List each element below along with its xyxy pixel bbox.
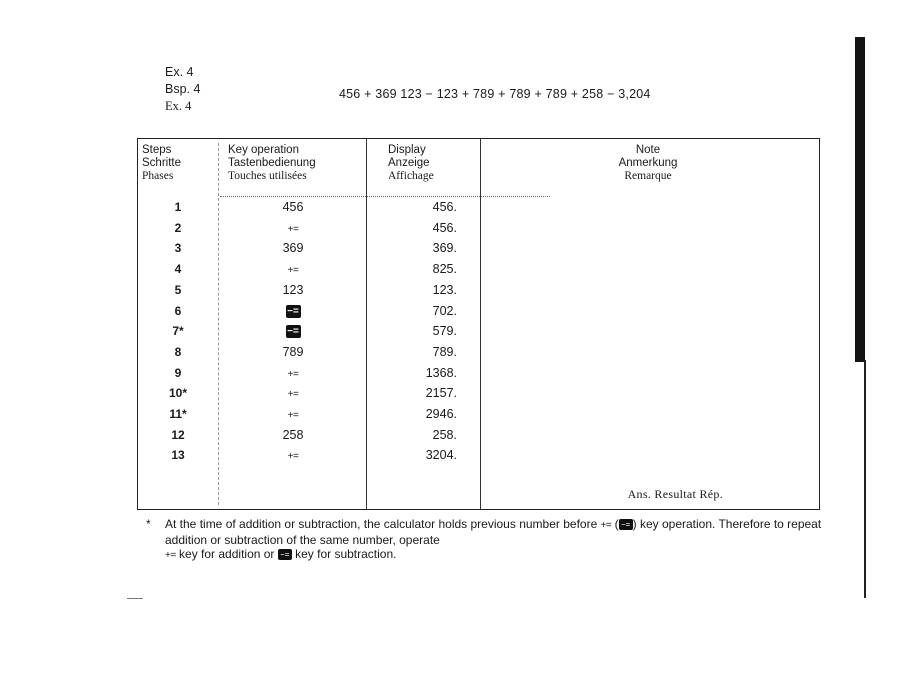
display-value: 3204.: [425, 448, 457, 463]
key-operation: [218, 386, 368, 400]
header-display: [388, 144, 434, 183]
header-steps: [142, 144, 181, 183]
footnote-line1-a: At the time of addition or subtraction, the calculator holds previous number before: [165, 517, 598, 531]
subtract-key-icon: −=: [278, 549, 292, 560]
header-key: [228, 144, 316, 183]
step-number: 2: [174, 220, 182, 235]
step-number: 3: [174, 241, 182, 256]
table-row: [138, 221, 478, 241]
subtract-key-icon: −=: [287, 305, 299, 317]
key-operation: [218, 448, 368, 462]
table-row: [138, 428, 478, 448]
key-operation: [218, 241, 368, 255]
display-value: 2157.: [425, 386, 457, 401]
step-number: 12: [171, 427, 185, 442]
key-operation: [218, 428, 368, 442]
answer-note: Ans. Resultat Rép.: [627, 487, 723, 501]
step-number: 1: [174, 200, 182, 214]
add-key-symbol: +=: [165, 550, 176, 561]
table-row: [138, 386, 478, 406]
step-number: 11*: [169, 407, 187, 421]
add-key-symbol: +=: [287, 410, 299, 421]
table-row: [138, 283, 478, 303]
display-value: 789.: [432, 344, 457, 359]
header-note-en: Note: [635, 144, 661, 156]
add-key-symbol: +=: [287, 389, 299, 401]
example-label-fr: Ex. 4: [165, 99, 192, 113]
table-row: [138, 324, 478, 344]
footnote-line1-b: key operation. Therefore to repeat addition or subtraction of the same number, operate: [165, 517, 822, 547]
step-number: 10*: [168, 386, 188, 401]
page-edge-bar: [855, 37, 865, 362]
table-row: [138, 407, 478, 427]
header-key-de: Tastenbedienung: [228, 157, 316, 169]
table-row: [138, 345, 478, 365]
example-equation: 456 + 369 123 − 123 + 789 + 789 + 789 + 258 − 3,204: [339, 87, 651, 101]
display-value: 2946.: [425, 407, 457, 421]
header-note-de: Anmerkung: [618, 157, 678, 169]
display-value: 258.: [432, 427, 457, 442]
add-key-symbol: +=: [287, 223, 299, 235]
key-operation: [218, 221, 368, 235]
table-row: [138, 200, 478, 220]
add-key-symbol: +=: [600, 520, 612, 531]
display-value: 456.: [432, 200, 457, 214]
page-number-mark: [127, 598, 143, 599]
add-key-symbol: +=: [287, 265, 299, 277]
key-number: 456: [282, 200, 304, 214]
key-operation-table: [137, 138, 820, 510]
key-number: 123: [282, 282, 304, 297]
table-row: [138, 262, 478, 282]
header-display-en: Display: [388, 144, 426, 156]
key-number: 258: [282, 427, 304, 442]
table-row: [138, 304, 478, 324]
header-steps-fr: Phases: [142, 170, 174, 182]
key-operation: [218, 345, 368, 359]
display-value: 702.: [432, 303, 457, 318]
header-steps-en: Steps: [142, 144, 172, 156]
footnote-line2-a: key for addition or: [179, 547, 275, 561]
header-divider: [220, 196, 550, 197]
header-display-de: Anzeige: [388, 157, 430, 169]
header-display-fr: Affichage: [388, 170, 434, 182]
footnote-asterisk: *: [146, 517, 151, 531]
subtract-key-icon: −=: [287, 326, 299, 338]
add-key-symbol: +=: [287, 368, 299, 380]
step-number: 9: [174, 365, 182, 380]
step-number: 13: [171, 448, 185, 463]
step-number: 6: [174, 303, 182, 318]
display-value: 123.: [432, 282, 457, 297]
example-labels: [165, 64, 200, 115]
header-steps-de: Schritte: [142, 157, 181, 169]
table-row: [138, 448, 478, 468]
step-number: 4: [174, 262, 182, 277]
column-divider: [480, 139, 481, 509]
key-number: 369: [282, 241, 304, 256]
display-value: 579.: [432, 324, 457, 339]
step-number: 7*: [172, 324, 184, 339]
key-operation: [218, 304, 368, 318]
display-value: 825.: [432, 262, 457, 277]
footnote-line2-b: key for subtraction.: [295, 547, 397, 561]
page-edge-line: [864, 360, 866, 598]
display-value: 456.: [432, 220, 457, 235]
key-operation: [218, 366, 368, 380]
key-operation: [218, 283, 368, 297]
key-operation: [218, 324, 368, 338]
table-row: [138, 241, 478, 261]
example-label-de: Bsp. 4: [165, 82, 201, 96]
key-operation: [218, 200, 368, 214]
footnote-text: At the time of addition or subtraction, the calculator holds previous number before += ( −= ) key operation. Therefore to repeat addition or subtraction of the same number, operate += key for addition or −= key for subtraction.: [165, 517, 822, 561]
footnote: [146, 517, 826, 563]
step-number: 8: [174, 344, 182, 359]
step-number: 5: [174, 282, 182, 297]
header-note-fr: Remarque: [624, 170, 672, 182]
table-row: [138, 366, 478, 386]
subtract-key-icon: −=: [619, 519, 633, 530]
key-number: 789: [282, 344, 304, 359]
display-value: 1368.: [425, 365, 457, 380]
add-key-symbol: +=: [287, 451, 299, 463]
key-operation: [218, 262, 368, 276]
header-key-fr: Touches utilisées: [228, 170, 307, 182]
display-value: 369.: [432, 241, 457, 256]
key-operation: [218, 407, 368, 421]
header-note: [608, 144, 688, 183]
header-key-en: Key operation: [228, 144, 299, 156]
example-label-en: Ex. 4: [165, 65, 194, 79]
